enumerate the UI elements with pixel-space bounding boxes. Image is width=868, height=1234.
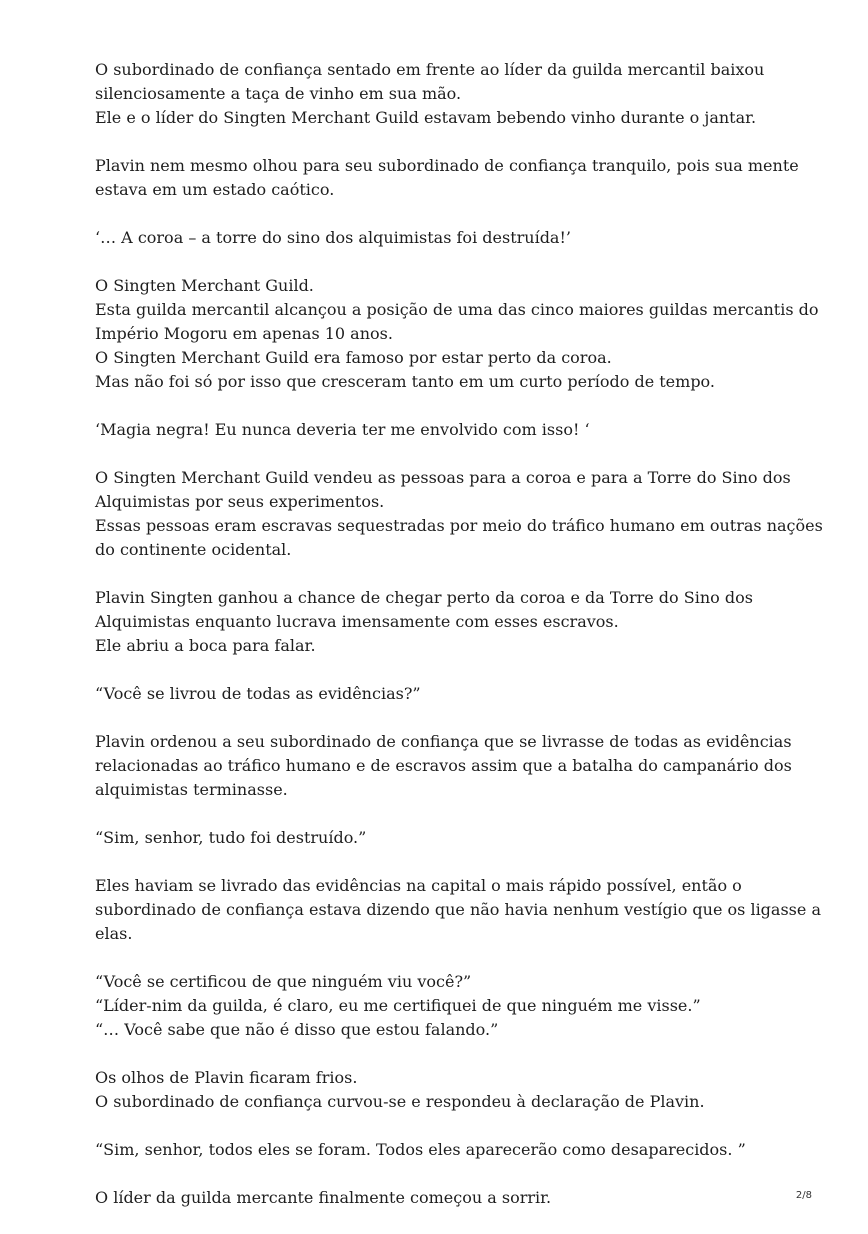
text-line: O líder da guilda mercante finalmente começou a sorrir. <box>95 1188 552 1207</box>
text-line: estava em um estado caótico. <box>95 180 335 199</box>
text-line: Esta guilda mercantil alcançou a posição de uma das cinco maiores guildas mercantis do <box>95 300 819 319</box>
text-line: relacionadas ao tráfico humano e de escravos assim que a batalha do campanário dos <box>95 756 792 775</box>
paragraph <box>95 274 819 394</box>
paragraph <box>95 682 795 706</box>
text-line: O Singten Merchant Guild era famoso por estar perto da coroa. <box>95 348 612 367</box>
text-line: “… Você sabe que não é disso que estou falando.” <box>95 1020 499 1039</box>
paragraph <box>95 154 799 202</box>
text-line: Plavin nem mesmo olhou para seu subordinado de confiança tranquilo, pois sua mente <box>95 156 799 175</box>
paragraph <box>95 1138 795 1162</box>
text-line: Alquimistas por seus experimentos. <box>95 492 385 511</box>
text-line: O Singten Merchant Guild vendeu as pessoas para a coroa e para a Torre do Sino dos <box>95 468 791 487</box>
text-line: O subordinado de confiança curvou-se e respondeu à declaração de Plavin. <box>95 1092 705 1111</box>
text-line: Ele e o líder do Singten Merchant Guild estavam bebendo vinho durante o jantar. <box>95 108 757 127</box>
text-line: Plavin Singten ganhou a chance de chegar perto da coroa e da Torre do Sino dos <box>95 588 753 607</box>
text-line: subordinado de confiança estava dizendo que não havia nenhum vestígio que os ligasse a <box>95 900 821 919</box>
paragraph <box>95 226 795 250</box>
paragraph <box>95 970 795 1042</box>
text-line: Plavin ordenou a seu subordinado de confiança que se livrasse de todas as evidências <box>95 732 792 751</box>
text-line: ‘… A coroa – a torre do sino dos alquimistas foi destruída!’ <box>95 228 571 247</box>
text-line: Essas pessoas eram escravas sequestradas por meio do tráfico humano em outras nações <box>95 516 823 535</box>
paragraph <box>95 1066 795 1114</box>
paragraph <box>95 418 795 442</box>
paragraph <box>95 1186 795 1210</box>
text-line: Mas não foi só por isso que cresceram tanto em um curto período de tempo. <box>95 372 715 391</box>
text-line: ‘Magia negra! Eu nunca deveria ter me envolvido com isso! ‘ <box>95 420 590 439</box>
text-line: “Você se livrou de todas as evidências?” <box>95 684 421 703</box>
text-line: “Você se certificou de que ninguém viu você?” <box>95 972 472 991</box>
paragraph <box>95 730 795 802</box>
text-line: “Sim, senhor, tudo foi destruído.” <box>95 828 367 847</box>
text-line: do continente ocidental. <box>95 540 292 559</box>
text-line: alquimistas terminasse. <box>95 780 288 799</box>
paragraph <box>95 466 823 562</box>
paragraph <box>95 874 821 946</box>
text-line: Ele abriu a boca para falar. <box>95 636 316 655</box>
text-line: elas. <box>95 924 133 943</box>
text-line: O Singten Merchant Guild. <box>95 276 314 295</box>
text-line: O subordinado de confiança sentado em frente ao líder da guilda mercantil baixou <box>95 60 765 79</box>
paragraph <box>95 58 795 130</box>
text-line: “Líder-nim da guilda, é claro, eu me certifiquei de que ninguém me visse.” <box>95 996 701 1015</box>
text-line: silenciosamente a taça de vinho em sua mão. <box>95 84 462 103</box>
text-line: Eles haviam se livrado das evidências na capital o mais rápido possível, então o <box>95 876 742 895</box>
text-line: Império Mogoru em apenas 10 anos. <box>95 324 393 343</box>
page-number: 2/8 <box>795 1190 812 1201</box>
text-line: Alquimistas enquanto lucrava imensamente com esses escravos. <box>95 612 619 631</box>
paragraph <box>95 826 795 850</box>
paragraph <box>95 586 795 658</box>
text-line: “Sim, senhor, todos eles se foram. Todos eles aparecerão como desaparecidos. ” <box>95 1140 746 1159</box>
text-line: Os olhos de Plavin ficaram frios. <box>95 1068 358 1087</box>
